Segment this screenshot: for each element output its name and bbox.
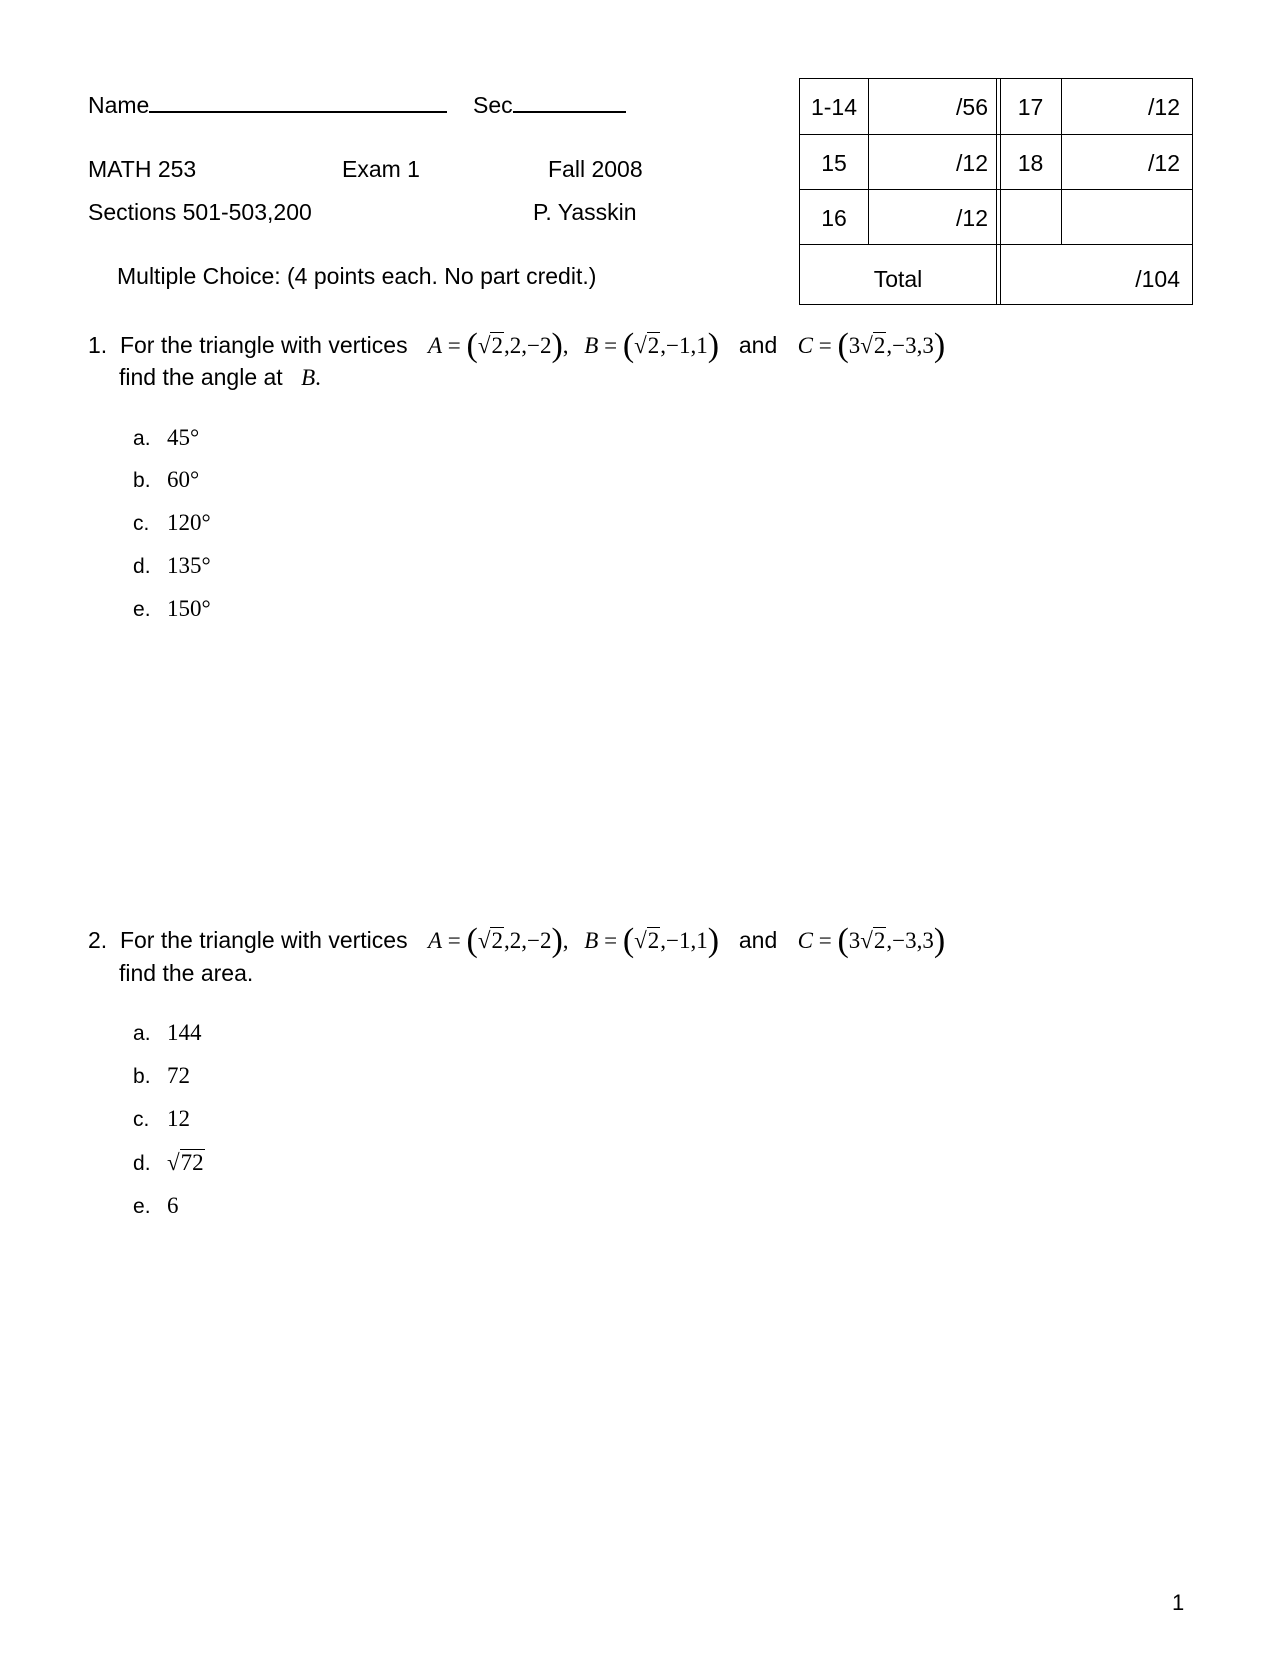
score-row2-score-a: /12 [956,150,988,176]
question-text: For the triangle with vertices [119,332,408,358]
vertex-b-expression: B = (√2,−1,1) [584,922,720,959]
q2-option-e[interactable]: e. 6 [133,1193,179,1218]
question-1-line2: find the angle at B. [119,364,321,390]
q1-option-d[interactable]: d. 135° [133,553,211,578]
score-table [799,78,1193,305]
section-field[interactable] [473,92,626,119]
score-row2-label-b: 18 [1017,150,1044,176]
vertex-b-expression: B = (√2,−1,1) [584,327,720,364]
vertex-c-expression: C = (3√2,−3,3) [797,327,946,364]
exam-name: Exam 1 [342,156,420,182]
vertex-a-expression: A = (√2,2,−2), [427,922,569,959]
and-word: and [738,927,778,953]
section-blank-line[interactable] [513,110,626,113]
q2-option-b[interactable]: b. 72 [133,1063,190,1088]
page-number: 1 [1172,1590,1185,1615]
question-text: For the triangle with vertices [119,927,408,953]
q1-option-b[interactable]: b. 60° [133,467,200,492]
name-field[interactable] [88,92,447,119]
vertex-c-expression: C = (3√2,−3,3) [797,922,946,959]
score-row2-score-b: /12 [1148,150,1180,176]
q1-option-c[interactable]: c. 120° [133,510,211,535]
score-row2-label-a: 15 [821,150,847,176]
section-label: Sec [473,92,513,118]
question-1: 1. For the triangle with vertices A = (√2,2,−2), B = (√2,−1,1) and C = (3√2,−3,3) [88,327,946,364]
score-total-label: Total [873,266,923,292]
q2-option-c[interactable]: c. 12 [133,1106,190,1131]
question-2-line2: find the area. [119,960,254,986]
question-number: 2 [88,927,101,953]
instructor-name: P. Yasskin [533,199,637,225]
course-name: MATH 253 [88,156,197,182]
score-row1-label-a: 1-14 [810,94,858,120]
question-2: 2. For the triangle with vertices A = (√2,2,−2), B = (√2,−1,1) and C = (3√2,−3,3) [88,922,946,959]
and-word: and [738,332,778,358]
score-row3-label-a: 16 [821,205,847,231]
score-row3-score-a: /12 [956,205,988,231]
exam-term: Fall 2008 [548,156,643,182]
name-label: Name [88,92,150,118]
q1-option-e[interactable]: e. 150° [133,596,211,621]
name-blank-line[interactable] [149,110,447,113]
q1-option-a[interactable]: a. 45° [133,425,200,450]
score-row1-label-b: 17 [1017,94,1044,120]
score-row1-score-a: /56 [956,94,988,120]
q2-option-d[interactable]: d. √72 [133,1150,204,1175]
question-number: 1 [88,332,101,358]
score-row1-score-b: /12 [1148,94,1180,120]
instructions: Multiple Choice: (4 points each. No part credit.) [117,263,597,289]
course-sections: Sections 501-503,200 [88,199,312,225]
score-total-value: /104 [1135,266,1180,292]
q2-option-a[interactable]: a. 144 [133,1020,202,1045]
vertex-a-expression: A = (√2,2,−2), [427,327,569,364]
